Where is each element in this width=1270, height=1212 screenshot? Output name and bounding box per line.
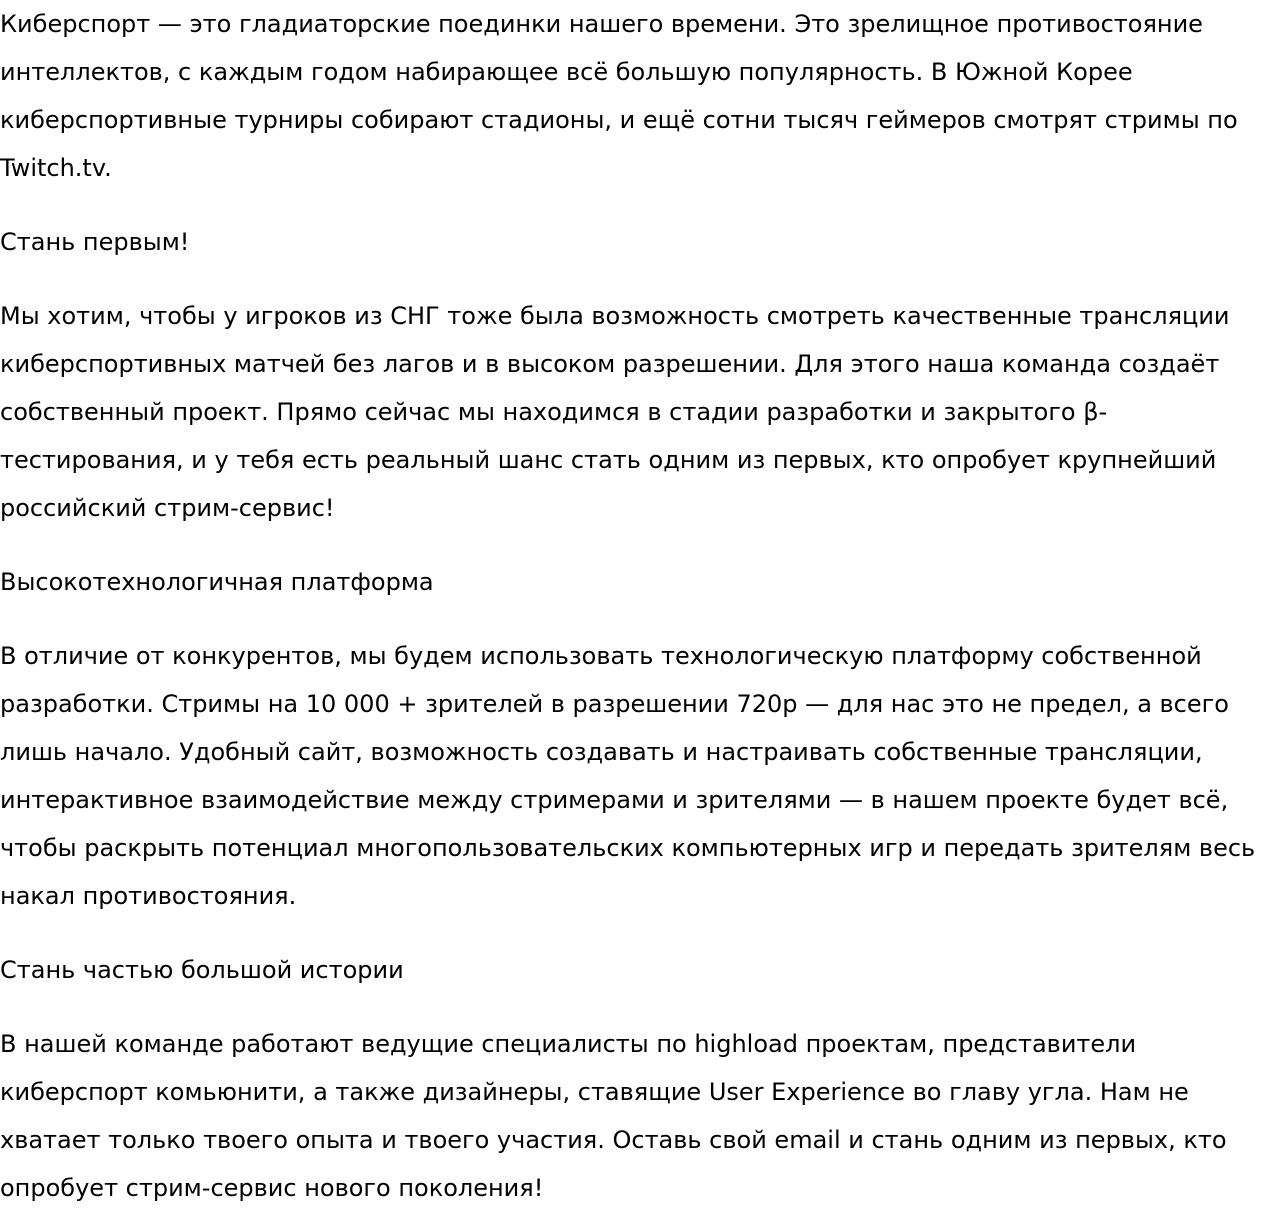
section-heading-platform: Высокотехнологичная платформа [0,568,434,596]
intro-paragraph: Киберспорт — это гладиаторские поединки нашего времени. Это зрелищное противостояние интеллектов, с каждым годом набирающее всё большую популярность. В Южной Корее киберспортивные турниры собирают стадионы, и ещё сотни тысяч геймеров смотрят стримы по Twitch.tv. [0,10,1238,182]
section-heading-history: Стань частью большой истории [0,956,404,984]
paragraph-be-first: Мы хотим, чтобы у игроков из СНГ тоже была возможность смотреть качественные трансляции киберспортивных матчей без лагов и в высоком разрешении. Для этого наша команда создаёт собственный проект. Прямо сейчас мы находимся в стадии разработки и закрытого β-тестирования, и у тебя есть реальный шанс стать одним из первых, кто опробует крупнейший российский стрим-сервис! [0,302,1230,522]
paragraph-platform: В отличие от конкурентов, мы будем использовать технологическую платформу собственной разработки. Стримы на 10 000 + зрителей в разрешении 720p — для нас это не предел, а всего лишь начало. Удобный сайт, возможность создавать и настраивать собственные трансляции, интерактивное взаимодействие между стримерами и зрителями — в нашем проекте будет всё, чтобы раскрыть потенциал многопользовательских компьютерных игр и передать зрителям весь накал противостояния. [0,642,1256,910]
section-heading-be-first: Стань первым! [0,228,190,256]
paragraph-history: В нашей команде работают ведущие специалисты по highload проектам, представители киберспорт комьюнити, а также дизайнеры, ставящие User Experience во главу угла. Нам не хватает только твоего опыта и твоего участия. Оставь свой email и стань одним из первых, кто опробует стрим-сервис нового поколения! [0,1030,1227,1202]
